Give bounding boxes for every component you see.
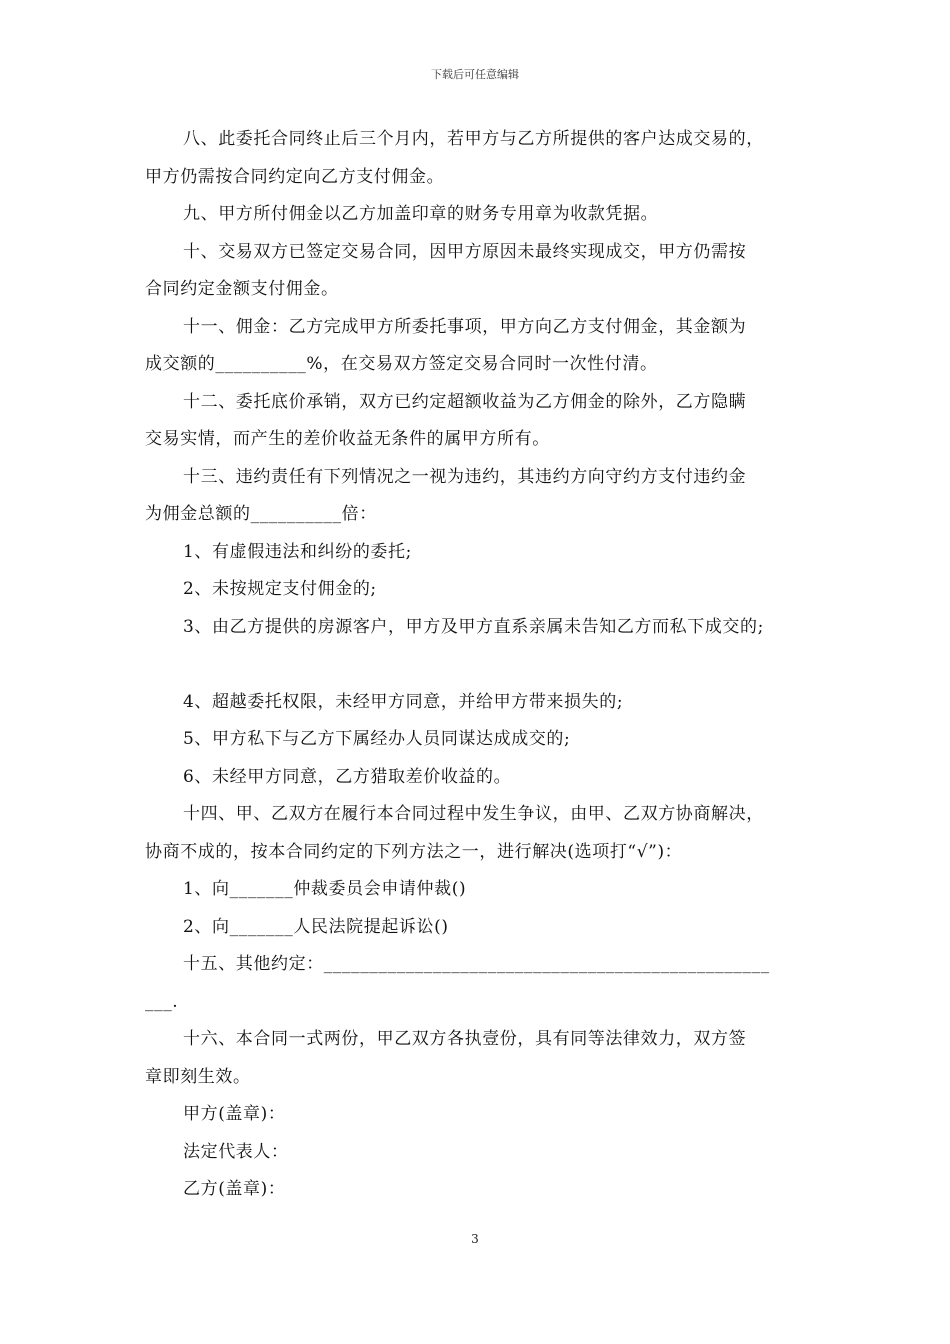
breach-item-2: 2、未按规定支付佣金的; <box>183 579 377 599</box>
clause-8-line-1: 八、此委托合同终止后三个月内，若甲方与乙方所提供的客户达成交易的， <box>183 129 764 149</box>
clause-12-line-2: 交易实情，而产生的差价收益无条件的属甲方所有。 <box>145 429 550 449</box>
clause-14-line-1: 十四、甲、乙双方在履行本合同过程中发生争议，由甲、乙双方协商解决， <box>183 804 764 824</box>
breach-item-3: 3、由乙方提供的房源客户，甲方及甲方直系亲属未告知乙方而私下成交的; <box>183 616 764 637</box>
party-b-seal: 乙方(盖章)： <box>183 1179 286 1199</box>
clause-15-line-1: 十五、其他约定：_________________________________________________ <box>183 954 770 974</box>
clause-13-line-2: 为佣金总额的__________倍： <box>145 504 377 524</box>
legal-representative: 法定代表人： <box>183 1141 289 1162</box>
clause-14-line-2: 协商不成的，按本合同约定的下列方法之一，进行解决(选项打“√”)： <box>145 841 683 862</box>
clause-8-line-2: 甲方仍需按合同约定向乙方支付佣金。 <box>145 166 445 187</box>
clause-9: 九、甲方所付佣金以乙方加盖印章的财务专用章为收款凭据。 <box>183 204 659 224</box>
breach-item-6: 6、未经甲方同意，乙方猎取差价收益的。 <box>183 766 512 787</box>
breach-item-4: 4、超越委托权限，未经甲方同意，并给甲方带来损失的; <box>183 691 624 712</box>
dispute-option-litigation: 2、向_______人民法院提起诉讼() <box>183 916 449 937</box>
blank-line <box>145 646 815 684</box>
clause-16-line-2: 章即刻生效。 <box>145 1066 251 1087</box>
clause-10-line-2: 合同约定金额支付佣金。 <box>145 279 339 299</box>
contract-body <box>145 121 815 1209</box>
header-note: 下载后可任意编辑 <box>431 68 519 81</box>
clause-11-line-2: 成交额的__________%，在交易双方签定交易合同时一次性付清。 <box>145 354 658 374</box>
breach-item-5: 5、甲方私下与乙方下属经办人员同谋达成成交的; <box>183 729 571 749</box>
clause-16-line-1: 十六、本合同一式两份，甲乙双方各执壹份，具有同等法律效力，双方签 <box>183 1029 747 1049</box>
clause-13-line-1: 十三、违约责任有下列情况之一视为违约，其违约方向守约方支付违约金 <box>183 466 747 487</box>
page-number: 3 <box>471 1232 479 1246</box>
clause-12-line-1: 十二、委托底价承销，双方已约定超额收益为乙方佣金的除外，乙方隐瞒 <box>183 391 747 412</box>
clause-10-line-1: 十、交易双方已签定交易合同，因甲方原因未最终实现成交，甲方仍需按 <box>183 241 747 262</box>
breach-item-1: 1、有虚假违法和纠纷的委托; <box>183 541 412 562</box>
clause-15-line-2: ___. <box>145 991 179 1012</box>
party-a-seal: 甲方(盖章)： <box>183 1104 286 1124</box>
clause-11-line-1: 十一、佣金：乙方完成甲方所委托事项，甲方向乙方支付佣金，其金额为 <box>183 316 747 337</box>
dispute-option-arbitration: 1、向_______仲裁委员会申请仲裁() <box>183 879 467 899</box>
